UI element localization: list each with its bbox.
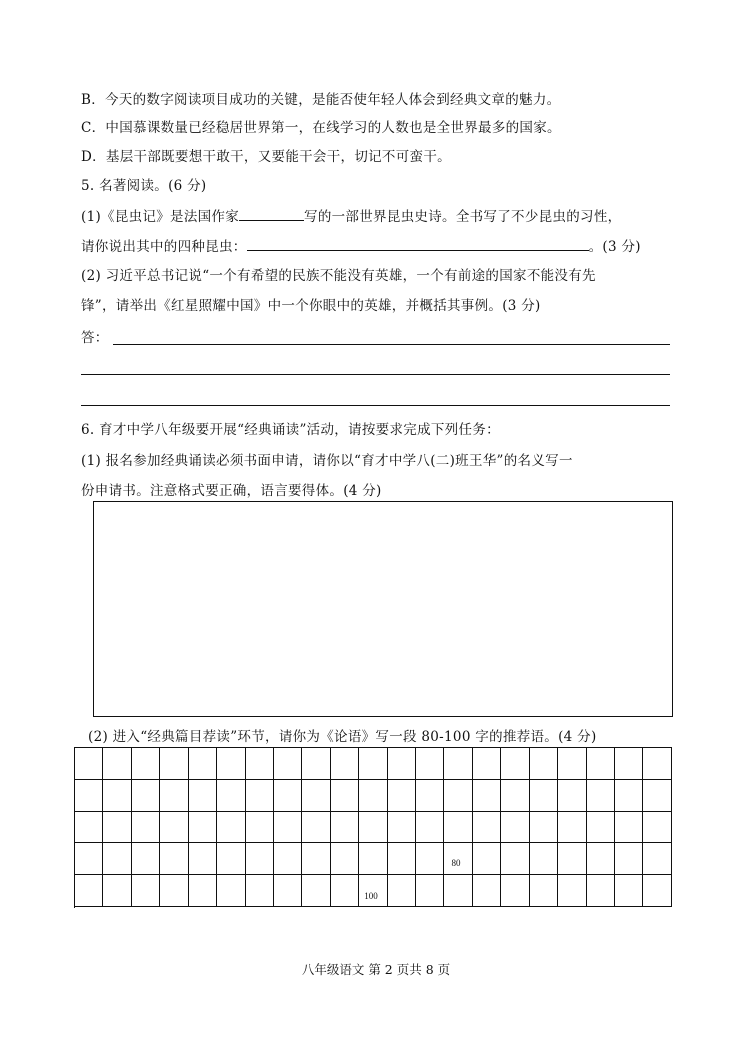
grid-cell[interactable] <box>189 748 217 780</box>
grid-cell[interactable] <box>246 812 274 844</box>
grid-cell[interactable] <box>615 748 643 780</box>
answer-line-1[interactable] <box>113 344 670 345</box>
grid-cell[interactable] <box>246 780 274 812</box>
grid-cell[interactable] <box>274 748 302 780</box>
grid-cell[interactable] <box>388 875 416 907</box>
grid-cell[interactable] <box>473 748 501 780</box>
grid-cell[interactable] <box>103 843 131 875</box>
grid-cell[interactable] <box>558 812 586 844</box>
grid-cell[interactable] <box>132 812 160 844</box>
grid-cell[interactable] <box>274 780 302 812</box>
grid-cell[interactable] <box>331 780 359 812</box>
q5-part2-line1: (2) 习近平总书记说“一个有希望的民族不能没有英雄，一个有前途的国家不能没有先 <box>81 268 596 284</box>
grid-cell[interactable] <box>416 780 444 812</box>
grid-cell[interactable] <box>388 780 416 812</box>
grid-cell[interactable] <box>643 843 671 875</box>
grid-cell[interactable] <box>473 812 501 844</box>
grid-cell[interactable] <box>189 780 217 812</box>
q5-title: 5. 名著阅读。(6 分) <box>81 178 207 194</box>
grid-cell[interactable] <box>444 780 472 812</box>
grid-mark-100: 100 <box>364 891 378 902</box>
grid-cell[interactable] <box>359 748 387 780</box>
grid-cell[interactable] <box>388 843 416 875</box>
grid-cell[interactable] <box>501 780 529 812</box>
grid-cell[interactable] <box>103 780 131 812</box>
q5-part1-line1 <box>81 206 621 226</box>
grid-cell[interactable] <box>530 812 558 844</box>
grid-cell[interactable] <box>217 812 245 844</box>
grid-cell[interactable] <box>160 843 188 875</box>
grid-cell[interactable] <box>444 748 472 780</box>
grid-cell[interactable] <box>530 780 558 812</box>
grid-cell[interactable] <box>274 812 302 844</box>
grid-cell[interactable] <box>359 843 387 875</box>
grid-cell[interactable] <box>302 843 330 875</box>
grid-cell[interactable] <box>388 748 416 780</box>
q5-part1-text-d: 。(3 分) <box>588 239 641 255</box>
answer-line-3[interactable] <box>81 405 670 406</box>
grid-cell[interactable] <box>160 875 188 907</box>
grid-cell[interactable] <box>530 748 558 780</box>
grid-cell[interactable] <box>444 875 472 907</box>
grid-cell[interactable] <box>217 875 245 907</box>
grid-cell[interactable] <box>132 843 160 875</box>
grid-cell[interactable] <box>558 843 586 875</box>
grid-cell[interactable] <box>75 812 103 844</box>
grid-cell[interactable] <box>302 812 330 844</box>
grid-cell[interactable] <box>416 875 444 907</box>
option-c: C．中国慕课数量已经稳居世界第一，在线学习的人数也是全世界最多的国家。 <box>81 120 561 136</box>
grid-cell[interactable] <box>331 748 359 780</box>
grid-cell[interactable] <box>189 812 217 844</box>
grid-cell[interactable] <box>132 748 160 780</box>
grid-cell[interactable] <box>160 812 188 844</box>
q6-part1-line2: 份申请书。注意格式要正确，语言要得体。(4 分) <box>81 483 382 499</box>
grid-cell[interactable] <box>75 748 103 780</box>
q5-part2-line2: 锋”，请举出《红星照耀中国》中一个你眼中的英雄，并概括其事例。(3 分) <box>81 298 541 314</box>
q5-part1-line2 <box>81 236 641 256</box>
grid-cell[interactable] <box>132 875 160 907</box>
grid-cell[interactable] <box>615 812 643 844</box>
grid-cell[interactable] <box>530 843 558 875</box>
grid-cell[interactable] <box>359 780 387 812</box>
grid-cell[interactable] <box>246 748 274 780</box>
grid-cell[interactable] <box>103 748 131 780</box>
grid-cell[interactable] <box>75 875 103 907</box>
grid-cell[interactable] <box>189 875 217 907</box>
grid-cell[interactable] <box>217 748 245 780</box>
grid-cell[interactable] <box>473 843 501 875</box>
grid-cell[interactable] <box>501 812 529 844</box>
grid-cell[interactable] <box>246 875 274 907</box>
grid-cell[interactable] <box>558 875 586 907</box>
grid-cell[interactable] <box>587 812 615 844</box>
q6-title: 6. 育才中学八年级要开展“经典诵读”活动，请按要求完成下列任务： <box>81 422 500 438</box>
grid-cell[interactable] <box>615 875 643 907</box>
grid-row <box>75 748 672 780</box>
grid-cell[interactable] <box>302 780 330 812</box>
grid-cell[interactable] <box>160 748 188 780</box>
grid-row <box>75 843 672 875</box>
grid-row <box>75 875 672 907</box>
grid-cell[interactable] <box>643 875 671 907</box>
grid-cell[interactable] <box>302 875 330 907</box>
grid-cell[interactable] <box>274 843 302 875</box>
grid-cell[interactable] <box>587 748 615 780</box>
grid-cell[interactable] <box>331 812 359 844</box>
grid-cell[interactable] <box>416 748 444 780</box>
q6-part1-line1: (1) 报名参加经典诵读必须书面申请，请你以“育才中学八(二)班王华”的名义写一 <box>81 453 573 469</box>
answer-label: 答： <box>81 330 109 346</box>
application-answer-box[interactable] <box>93 501 673 717</box>
grid-cell[interactable] <box>75 843 103 875</box>
grid-cell[interactable] <box>615 843 643 875</box>
grid-cell[interactable] <box>103 812 131 844</box>
grid-cell[interactable] <box>444 812 472 844</box>
author-blank[interactable] <box>239 206 304 221</box>
writing-grid[interactable] <box>74 747 672 908</box>
page-footer: 八年级语文 第 2 页共 8 页 <box>301 962 451 977</box>
grid-cell[interactable] <box>189 843 217 875</box>
grid-cell[interactable] <box>473 780 501 812</box>
grid-cell[interactable] <box>444 843 472 875</box>
option-d: D．基层干部既要想干敢干，又要能干会干，切记不可蛮干。 <box>81 149 451 165</box>
grid-cell[interactable] <box>274 875 302 907</box>
grid-cell[interactable] <box>217 843 245 875</box>
grid-cell[interactable] <box>359 875 387 907</box>
answer-line-2[interactable] <box>81 374 670 375</box>
q5-part1-text-a: (1)《昆虫记》是法国作家 <box>81 209 240 225</box>
option-b: B．今天的数字阅读项目成功的关键，是能否使年轻人体会到经典文章的魅力。 <box>81 92 561 108</box>
grid-row <box>75 780 672 812</box>
grid-cell[interactable] <box>558 780 586 812</box>
grid-cell[interactable] <box>388 812 416 844</box>
grid-cell[interactable] <box>132 780 160 812</box>
grid-cell[interactable] <box>217 780 245 812</box>
grid-cell[interactable] <box>501 843 529 875</box>
grid-cell[interactable] <box>473 875 501 907</box>
grid-cell[interactable] <box>75 780 103 812</box>
q5-part1-text-c: 请你说出其中的四种昆虫： <box>81 239 247 255</box>
grid-cell[interactable] <box>160 780 188 812</box>
grid-cell[interactable] <box>587 843 615 875</box>
grid-cell[interactable] <box>530 875 558 907</box>
grid-cell[interactable] <box>643 780 671 812</box>
grid-cell[interactable] <box>558 748 586 780</box>
grid-cell[interactable] <box>331 875 359 907</box>
q5-part1-text-b: 写的一部世界昆虫史诗。全书写了不少昆虫的习性， <box>304 209 622 225</box>
grid-cell[interactable] <box>359 812 387 844</box>
grid-cell[interactable] <box>302 748 330 780</box>
grid-cell[interactable] <box>643 812 671 844</box>
grid-cell[interactable] <box>615 780 643 812</box>
grid-cell[interactable] <box>501 748 529 780</box>
grid-row <box>75 812 672 844</box>
grid-cell[interactable] <box>587 875 615 907</box>
grid-cell[interactable] <box>416 843 444 875</box>
insects-blank[interactable] <box>247 236 589 251</box>
grid-cell[interactable] <box>501 875 529 907</box>
grid-cell[interactable] <box>416 812 444 844</box>
grid-cell[interactable] <box>246 843 274 875</box>
q6-part2-line: (2) 进入“经典篇目荐读”环节，请你为《论语》写一段 80-100 字的推荐语。(4 分) <box>88 729 597 745</box>
grid-cell[interactable] <box>331 843 359 875</box>
grid-cell[interactable] <box>103 875 131 907</box>
grid-cell[interactable] <box>643 748 671 780</box>
grid-cell[interactable] <box>587 780 615 812</box>
grid-mark-80: 80 <box>451 858 461 869</box>
